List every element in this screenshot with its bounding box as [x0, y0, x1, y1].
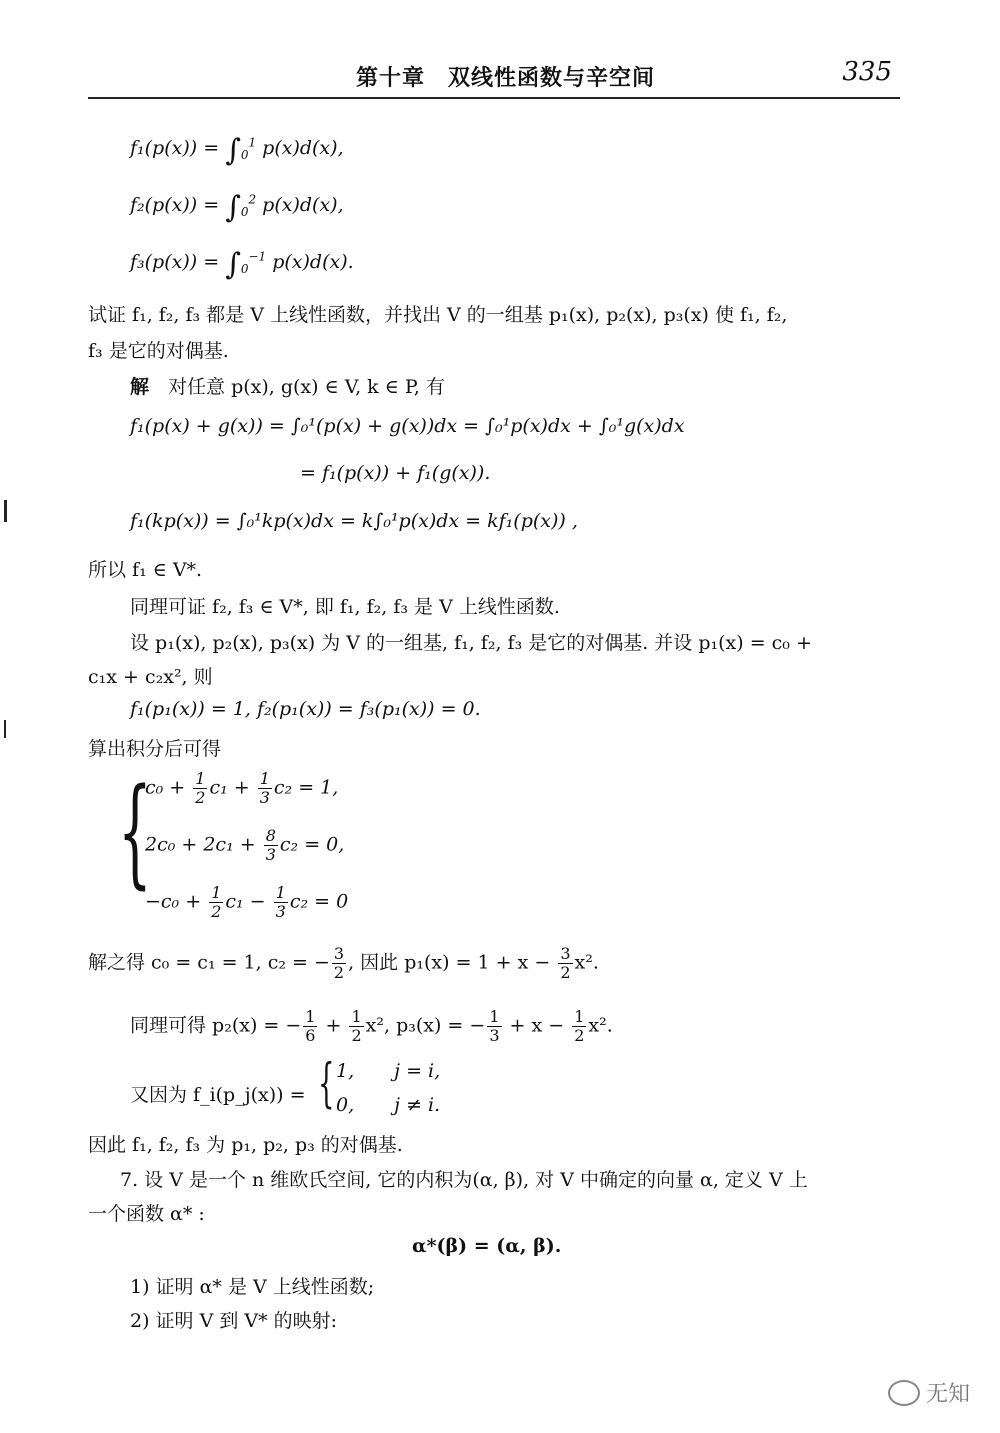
problem-text-line2: f₃ 是它的对偶基.: [88, 340, 229, 362]
set-text-line2: c₁x + c₂x², 则: [88, 666, 213, 688]
case-row-1: 1, j = i,: [336, 1060, 441, 1082]
problem7-line1: 7. 设 V 是一个 n 维欧氏空间, 它的内积为(α, β), 对 V 中确定的向量 α, 定义 V 上: [120, 1169, 808, 1191]
because-text: 又因为 f_i(p_j(x)) =: [130, 1084, 306, 1106]
page-number: 335: [842, 57, 892, 87]
similarly-text: 同理可证 f₂, f₃ ∈ V*, 即 f₁, f₂, f₃ 是 V 上线性函数.: [130, 596, 560, 618]
chat-bubble-icon: [888, 1380, 920, 1406]
item-2: 2) 证明 V 到 V* 的映射:: [130, 1310, 338, 1332]
solution-intro-line: [130, 372, 445, 399]
scan-edge-mark: [4, 500, 7, 522]
eq-additivity-1: f₁(p(x) + g(x)) = ∫₀¹(p(x) + g(x))dx = ∫₀¹p(x)dx + ∫₀¹g(x)dx: [130, 415, 685, 437]
page-header: [88, 55, 900, 99]
problem-text-line1: 试证 f₁, f₂, f₃ 都是 V 上线性函数，并找出 V 的一组基 p₁(x), p₂(x), p₃(x) 使 f₁, f₂,: [88, 304, 788, 326]
conclusion-text: 因此 f₁, f₂, f₃ 为 p₁, p₂, p₃ 的对偶基.: [88, 1134, 403, 1156]
watermark-text: 无知: [925, 1382, 970, 1407]
p2-p3-text: 同理可得 p₂(x) = − $\frac{1}{6}$ + $\frac{1}{2}$ x², p₃(x) = − $\frac{1}{3}$ + x − $\frac{1}{2}$ x².: [130, 1007, 613, 1045]
alpha-definition: α*(β) = (α, β).: [412, 1235, 562, 1257]
cases-brace: {: [318, 1054, 335, 1114]
item-1: 1) 证明 α* 是 V 上线性函数;: [130, 1276, 375, 1298]
eq-additivity-2: = f₁(p(x)) + f₁(g(x)).: [300, 462, 491, 484]
eq-homogeneity: f₁(kp(x)) = ∫₀¹kp(x)dx = k∫₀¹p(x)dx = kf₁(p(x)) ,: [130, 510, 578, 532]
def-f2: $f_2(p(x)) = \int_0^2$ p(x)d(x),: [130, 190, 344, 225]
def-f1: $f_1(p(x)) = \int_0^1$ p(x)d(x),: [130, 133, 344, 168]
scan-edge-mark: [4, 720, 6, 738]
chapter-title: 第十章 双线性函数与辛空间: [356, 66, 656, 91]
system-row-2: 2c₀ + 2c₁ + $\frac{8}{3}$ c₂ = 0,: [145, 826, 345, 864]
so-text: 所以 f₁ ∈ V*.: [88, 559, 203, 581]
solution-intro: 对任意 p(x), g(x) ∈ V, k ∈ P, 有: [168, 376, 445, 398]
integral-text: 算出积分后可得: [88, 738, 222, 760]
solve-text: 解之得 c₀ = c₁ = 1, c₂ = − $\frac{3}{2}$ , 因此 p₁(x) = 1 + x − $\frac{3}{2}$ x².: [88, 944, 599, 982]
system-row-1: c₀ + $\frac{1}{2}$ c₁ + $\frac{1}{3}$ c₂ = 1,: [145, 769, 339, 807]
case-row-2: 0, j ≠ i.: [336, 1094, 441, 1116]
condition-equation: f₁(p₁(x)) = 1, f₂(p₁(x)) = f₃(p₁(x)) = 0.: [130, 698, 481, 720]
watermark: [888, 1377, 970, 1408]
solution-label: 解: [130, 376, 150, 398]
set-text-line1: 设 p₁(x), p₂(x), p₃(x) 为 V 的一组基, f₁, f₂, f₃ 是它的对偶基. 并设 p₁(x) = c₀ +: [130, 632, 812, 654]
problem7-line2: 一个函数 α* :: [88, 1203, 205, 1225]
system-brace: {: [118, 762, 152, 900]
system-row-3: −c₀ + $\frac{1}{2}$ c₁ − $\frac{1}{3}$ c₂ = 0: [145, 883, 349, 921]
def-f3: $f_3(p(x)) = \int_0^{-1}$ p(x)d(x).: [130, 247, 354, 282]
